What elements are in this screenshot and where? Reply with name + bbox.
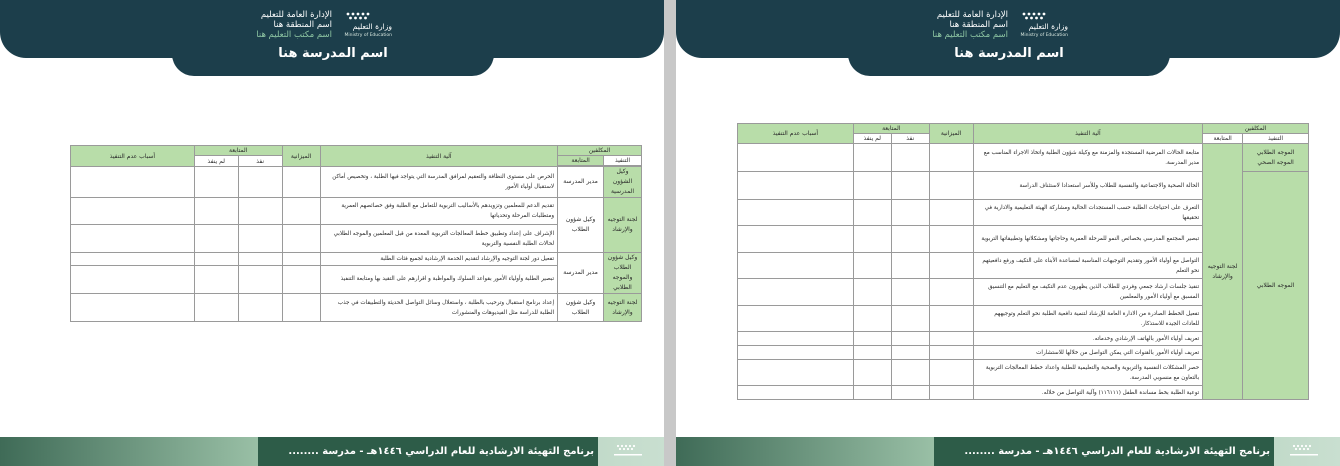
- footer-text: برنامج التهيئة الارشادية للعام الدراسي ١٤٤٦هـ - مدرسة ........: [964, 446, 1270, 457]
- assignee-implementation: لجنة التوجيه والإرشاد: [604, 294, 642, 322]
- school-name: اسم المدرسة هنا: [954, 46, 1064, 61]
- header-mechanism: آلية التنفيذ: [973, 124, 1203, 144]
- assignee-implementation: وكيل الشؤون المدرسية: [604, 167, 642, 198]
- header-reasons: أسباب عدم التنفيذ: [738, 124, 854, 144]
- ministry-name-en: Ministry of Education: [1020, 33, 1068, 38]
- header-followup: المتابعة: [1203, 134, 1243, 144]
- assignee-followup: وكيل شؤون الطلاب: [558, 198, 604, 253]
- assignee-followup: وكيل شؤون الطلاب: [558, 294, 604, 322]
- header-followup: المتابعة: [558, 156, 604, 166]
- mechanism-cell: الحرص على مستوى النظافة والتعقيم لمرافق المدرسة التي يتواجد فيها الطلبة ، وتخصيص أماكن لاستقبال أولياء الأمور: [320, 167, 558, 198]
- impl-counselor: الموجه الطلابي: [1256, 148, 1295, 156]
- office-name: اسم مكتب التعليم هنا: [256, 30, 332, 40]
- header-assigned: المكلفين: [558, 146, 642, 156]
- mechanism-cell: تقديم الدعم للمعلمين وتزويدهم بالأساليب التربوية للتعامل مع الطلبة وفق خصائصهم العمرية ومتطلبات المرحلة وتحدياتها: [320, 198, 558, 225]
- mechanism-cell: تفعيل الخطط الصادرة من الادارة العامة للإرشاد لتنمية دافعية الطلبة نحو التعلم وتوجيههم للعادات الجيدة للاستذكار.: [973, 306, 1203, 332]
- mechanism-cell: تبصير الطلبة وأولياء الأمور بقواعد السلوك والمواظبة و اقرارهم على التقيد بها ومتابعة التنفيذ: [320, 265, 558, 293]
- header-budget: الميزانية: [929, 124, 973, 144]
- header-assigned: المكلفين: [1203, 124, 1309, 134]
- ministry-name-en: Ministry of Education: [344, 33, 392, 38]
- page-left: [0, 0, 664, 466]
- region-name: اسم المنطقة هنا: [273, 20, 332, 30]
- footer-text: برنامج التهيئة الارشادية للعام الدراسي ١٤٤٦هـ - مدرسة ........: [288, 446, 594, 457]
- admin-block: [898, 10, 1008, 40]
- impl-health: الموجه الصحي: [1257, 158, 1294, 166]
- assignee-implementation: الموجه الطلابي: [1243, 172, 1309, 400]
- header-budget: الميزانية: [282, 146, 320, 167]
- assignee-followup: مدير المدرسة: [558, 253, 604, 294]
- mechanism-cell: تنفيذ جلسات ارشاد جمعي وفردي للطلاب الذين يظهرون عدم التكيف مع التعليم مع التنسيق المسبق مع أولياء الأمور والمعلمين: [973, 279, 1203, 306]
- mechanism-cell: تفعيل دور لجنة التوجيه والإرشاد لتقديم الخدمة الإرشادية لجميع فئات الطلبة: [320, 253, 558, 266]
- mechanism-cell: حصر المشكلات النفسية والتربوية والصحية والتعليمية للطلبة واعداد خطط المعالجات التربوية بالتعاون مع منسوبي المدرسة.: [973, 360, 1203, 386]
- ministry-name-ar: وزارة التعليم: [352, 22, 392, 31]
- assignee-followup: مدير المدرسة: [558, 167, 604, 198]
- mechanism-cell: تعريف أولياء الأمور بالهاتف الإرشادي وخدماته.: [973, 332, 1203, 346]
- header-tracking: المتابعة: [194, 146, 282, 156]
- header-implementation: التنفيذ: [604, 156, 642, 166]
- ministry-logo-icon: [1282, 441, 1326, 463]
- mechanism-cell: التواصل مع أولياء الأمور وتقديم التوجيهات المناسبة لمساعدة الأبناء على التكيف ورفع دافعيتهم نحو التعلم: [973, 253, 1203, 279]
- assignee-followup: لجنة التوجيه والإرشاد: [1203, 144, 1243, 400]
- mechanism-cell: الإشراف على إعداد وتطبيق خطط المعالجات التربوية المعدة من قبل المعلمين والموجه الطلابي لحالات الطلبة النفسية والتربوية: [320, 225, 558, 253]
- page-right: [676, 0, 1340, 466]
- mechanism-cell: التعرف على احتياجات الطلبة حسب المستجدات الحالية ومشاركة الهيئة التعليمية والادارية في تحقيقها: [973, 200, 1203, 226]
- page-divider: [664, 0, 676, 466]
- mechanism-cell: إعداد برنامج استقبال وترحيب بالطلبة ، واستغلال وسائل التواصل الحديثة والتطبيقات في جذب الطلبة للدراسة مثل الفيديوهات والمنشورات: [320, 294, 558, 322]
- header-executed: نفذ: [238, 156, 282, 167]
- office-name: اسم مكتب التعليم هنا: [932, 30, 1008, 40]
- mechanism-cell: تعريف أولياء الأمور بالقنوات التي يمكن التواصل من خلالها للاستشارات: [973, 346, 1203, 360]
- school-name: اسم المدرسة هنا: [278, 46, 388, 61]
- assignee-implementation: لجنة التوجيه والإرشاد: [604, 198, 642, 253]
- header-tracking: المتابعة: [853, 124, 929, 134]
- mechanism-cell: تبصير المجتمع المدرسي بخصائص النمو للمرحلة العمرية وحاجاتها ومشكلاتها وتطبيقاتها التربوية: [973, 226, 1203, 253]
- header-not-executed: لم ينفذ: [194, 156, 238, 167]
- admin-title: الإدارة العامة للتعليم: [260, 10, 332, 20]
- plan-table-right: [737, 123, 1309, 400]
- admin-title: الإدارة العامة للتعليم: [936, 10, 1008, 20]
- header-mechanism: آلية التنفيذ: [320, 146, 558, 167]
- header-reasons: أسباب عدم التنفيذ: [71, 146, 195, 167]
- ministry-name-ar: وزارة التعليم: [1028, 22, 1068, 31]
- assignee-implementation: وكيل شؤون الطلاب والموجه الطلابي: [604, 253, 642, 294]
- admin-block: [222, 10, 332, 40]
- header-not-executed: لم ينفذ: [853, 134, 891, 144]
- ministry-logo-icon: [606, 441, 650, 463]
- header-executed: نفذ: [891, 134, 929, 144]
- assignee-implementation: [1243, 144, 1309, 172]
- mechanism-cell: متابعة الحالات المرضية المستجدة والمزمنة مع وكيلة شؤون الطلبة واتخاذ الاجراء المناسب مع مدير المدرسة.: [973, 144, 1203, 172]
- region-name: اسم المنطقة هنا: [949, 20, 1008, 30]
- plan-table-left: [70, 145, 642, 322]
- mechanism-cell: الحالة الصحية والاجتماعية والنفسية للطلاب وللأسر استعدادا لاستئناف الدراسة: [973, 172, 1203, 200]
- header-implementation: التنفيذ: [1243, 134, 1309, 144]
- mechanism-cell: توعية الطلبة بخط مساندة الطفل (١١٦١١١) وآلية التواصل من خلاله.: [973, 386, 1203, 400]
